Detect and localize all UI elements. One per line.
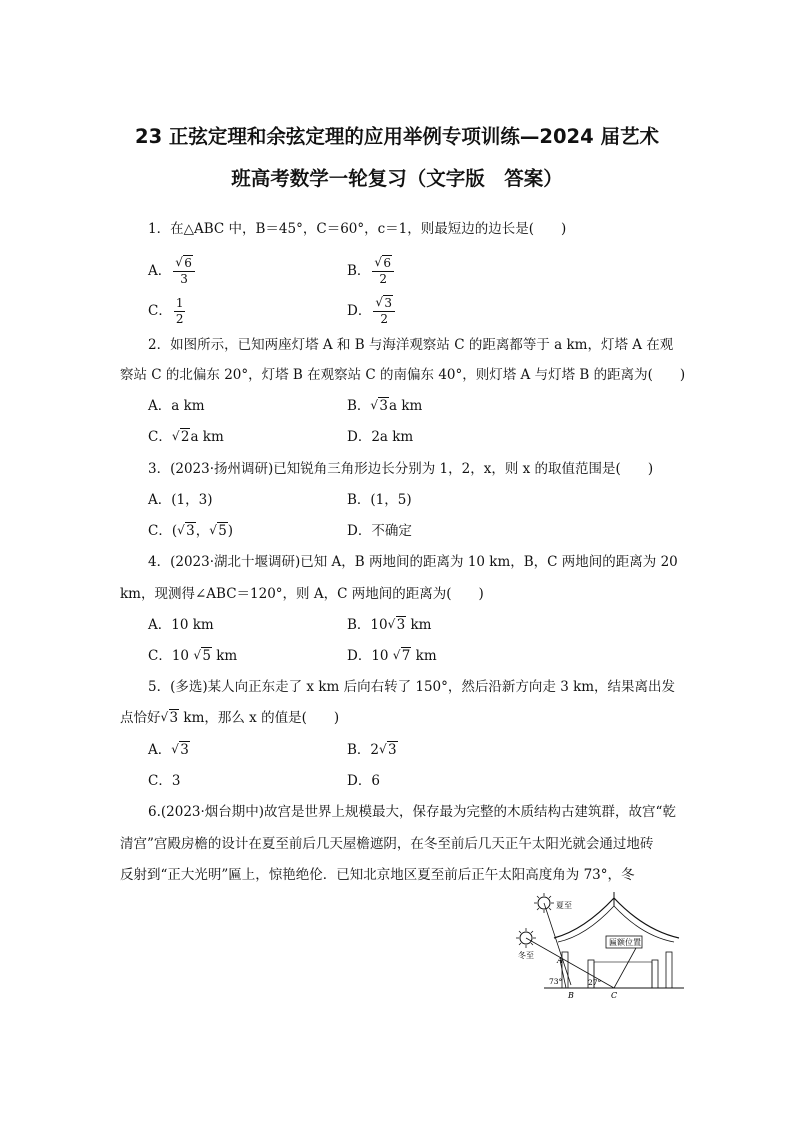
q2-option-c: C．√ 2a km	[148, 427, 224, 447]
q1-option-c: C． $\frac{1}{2}$	[148, 296, 184, 326]
q2-option-b: B．√ 3a km	[347, 396, 422, 416]
q5-option-b: B．2√ 3	[347, 740, 398, 760]
winter-label: 冬至	[518, 951, 534, 960]
q5-option-a: A．√ 3	[148, 740, 190, 760]
q3-option-d: D．不确定	[347, 523, 412, 539]
summer-label: 夏至	[556, 901, 572, 910]
q2-option-a: A．a km	[148, 398, 205, 414]
point-a-label: A	[557, 956, 563, 965]
q3-option-c: C．(√ 3，√ 5)	[148, 521, 233, 541]
q4-option-c: C．10 √ 5 km	[148, 646, 237, 666]
q2-stem-line2: 察站 C 的北偏东 20°，灯塔 B 在观察站 C 的南偏东 40°，则灯塔 A 与灯塔 B 的距离为( )	[120, 367, 686, 383]
page-title-line1: 23 正弦定理和余弦定理的应用举例专项训练—2024 届艺术	[135, 125, 659, 148]
angle-73-label: 73°	[549, 977, 563, 986]
q5-stem-line1: 5．(多选)某人向正东走了 x km 后向右转了 150°，然后沿新方向走 3 km，结果离出发	[148, 679, 676, 695]
q6-line3: 反射到“正大光明”匾上，惊艳绝伦．已知北京地区夏至前后正午太阳高度角为 73°，冬	[120, 867, 635, 883]
angle-27-label: 27°	[588, 978, 602, 987]
q5-option-c: C．3	[148, 773, 181, 789]
point-b-label: B	[568, 991, 574, 1000]
q3-option-a: A．(1，3)	[148, 492, 213, 508]
q4-stem-line1: 4．(2023·湖北十堰调研)已知 A，B 两地间的距离为 10 km，B，C 两地间的距离为 20	[148, 554, 678, 570]
q2-stem-line1: 2．如图所示，已知两座灯塔 A 和 B 与海洋观察站 C 的距离都等于 a km，灯塔 A 在观	[148, 337, 674, 353]
q6-line2: 清宫”宫殿房檐的设计在夏至前后几天屋檐遮阴，在冬至前后几天正午太阳光就会通过地砖	[120, 836, 654, 852]
q4-option-b: B．10√ 3 km	[347, 615, 431, 635]
plaque-label: 匾额位置	[609, 938, 641, 947]
q3-stem: 3．(2023·扬州调研)已知锐角三角形边长分别为 1，2，x，则 x 的取值范围是( )	[148, 461, 654, 477]
q4-option-d: D．10 √ 7 km	[347, 646, 437, 666]
page-title-line2: 班高考数学一轮复习（文字版 答案）	[231, 167, 563, 190]
q1-option-b: B． √ $\frac{6}{2}$	[347, 256, 394, 287]
point-c-label: C	[611, 991, 618, 1000]
q3-option-b: B．(1，5)	[347, 492, 412, 508]
q2-option-d: D．2a km	[347, 429, 414, 445]
q4-stem-line2: km，现测得∠ABC＝120°，则 A，C 两地间的距离为( )	[120, 586, 484, 602]
q6-line1: 6.(2023·烟台期中)故宫是世界上规模最大，保存最为完整的木质结构古建筑群，故宫“乾	[148, 804, 676, 820]
q1-option-a: A． √ $\frac{6}{3}$	[148, 256, 195, 287]
q1-option-d: D． √ $\frac{3}{2}$	[347, 296, 395, 327]
q5-stem-line2: 点恰好√ 3 km，那么 x 的值是( )	[120, 708, 339, 728]
q4-option-a: A．10 km	[148, 617, 214, 633]
palace-diagram	[514, 890, 684, 1000]
q5-option-d: D．6	[347, 773, 380, 789]
q1-stem: 1．在△ABC 中，B＝45°，C＝60°，c＝1，则最短边的边长是( )	[148, 221, 567, 237]
